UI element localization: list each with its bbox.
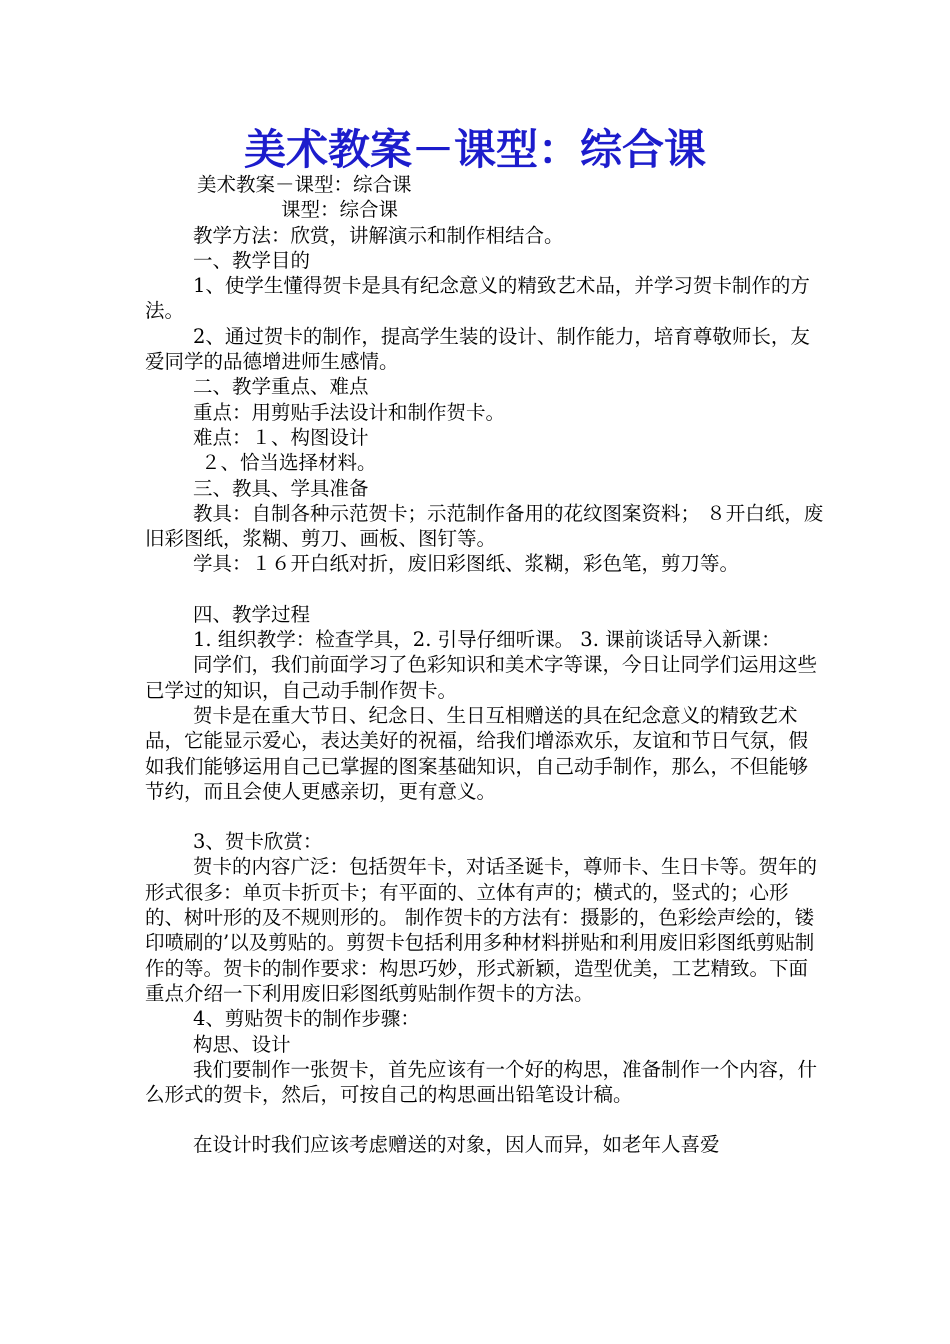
document-title: 美术教案－课型：综合课 <box>243 125 706 174</box>
steps-heading: 4、剪贴贺卡的制作步骤： <box>193 1007 420 1031</box>
teacher-materials-paragraph: 教具：自制各种示范贺卡；示范制作备用的花纹图案资料； ８开白纸，废旧彩图纸，浆糊、剪刀、画板、图钉等。 <box>145 501 824 551</box>
blank-line <box>145 577 825 602</box>
subtitle-paragraph: 美术教案－课型：综合课 <box>197 173 412 196</box>
key-point-paragraph: 重点：用剪贴手法设计和制作贺卡。 <box>193 400 506 424</box>
design-paragraph-1: 我们要制作一张贺卡，首先应该有一个好的构思，准备制作一个内容，什么形式的贺卡，然后，可按自己的构思画出铅笔设计稿。 <box>145 1057 818 1107</box>
teaching-method-paragraph: 教学方法：欣赏，讲解演示和制作相结合。 <box>193 223 564 247</box>
blank-line <box>145 1107 825 1132</box>
difficulty-paragraph-1: 难点：１、构图设计 <box>193 425 369 449</box>
objective-paragraph-1: 1、使学生懂得贺卡是具有纪念意义的精致艺术品，并学习贺卡制作的方法。 <box>145 274 810 323</box>
document-body <box>145 172 825 1158</box>
appreciation-heading: 3、贺卡欣赏： <box>193 830 323 854</box>
appreciation-paragraph: 贺卡的内容广泛：包括贺年卡，对话圣诞卡，尊师卡、生日卡等。贺年的形式很多：单页卡折页卡；有平面的、立体有声的；横式的，竖式的；心形的、树叶形的及不规则形的。 制作贺卡的方法有：摄影的，色彩绘声绘的，镂印喷刷的’以及剪贴的。剪贺卡包括利用多种材料拼贴和利用废旧彩图纸剪贴制作的等。贺卡的制作要求：构思巧妙，形式新颖，造型优美，工艺精致。下面重点介绍一下利用废旧彩图纸剪贴制作贺卡的方法。 <box>145 855 818 1005</box>
process-paragraph-1: 1. 组织教学：检查学具，2. 引导仔细听课。 3. 课前谈话导入新课： <box>193 628 781 652</box>
section-heading-objectives: 一、教学目的 <box>193 248 311 272</box>
intro-talk-paragraph-1: 同学们，我们前面学习了色彩知识和美术字等课，今日让同学们运用这些已学过的知识，自己动手制作贺卡。 <box>145 653 818 702</box>
design-paragraph-2: 在设计时我们应该考虑赠送的对象，因人而异，如老年人喜爱 <box>193 1133 720 1157</box>
intro-talk-paragraph-2: 贺卡是在重大节日、纪念日、生日互相赠送的具在纪念意义的精致艺术品，它能显示爱心，表达美好的祝福，给我们增添欢乐，友谊和节日气氛，假如我们能够运用自己已掌握的图案基础知识，自己动手制作，那么，不但能够节约，而且会使人更感亲切，更有意义。 <box>145 703 809 803</box>
section-heading-key-points: 二、教学重点、难点 <box>193 375 369 399</box>
student-materials-paragraph: 学具：１６开白纸对折，废旧彩图纸、浆糊，彩色笔，剪刀等。 <box>193 552 740 576</box>
section-heading-materials: 三、教具、学具准备 <box>193 476 369 500</box>
lesson-type-paragraph: 课型：综合课 <box>281 198 399 222</box>
design-heading: 构思、设计 <box>193 1032 291 1056</box>
objective-paragraph-2: 2、通过贺卡的制作，提高学生装的设计、制作能力，培育尊敬师长，友爱同学的品德增进师生感情。 <box>145 324 810 374</box>
difficulty-paragraph-2: ２、恰当选择材料。 <box>201 451 377 475</box>
blank-line <box>145 804 825 829</box>
section-heading-process: 四、教学过程 <box>193 602 311 626</box>
